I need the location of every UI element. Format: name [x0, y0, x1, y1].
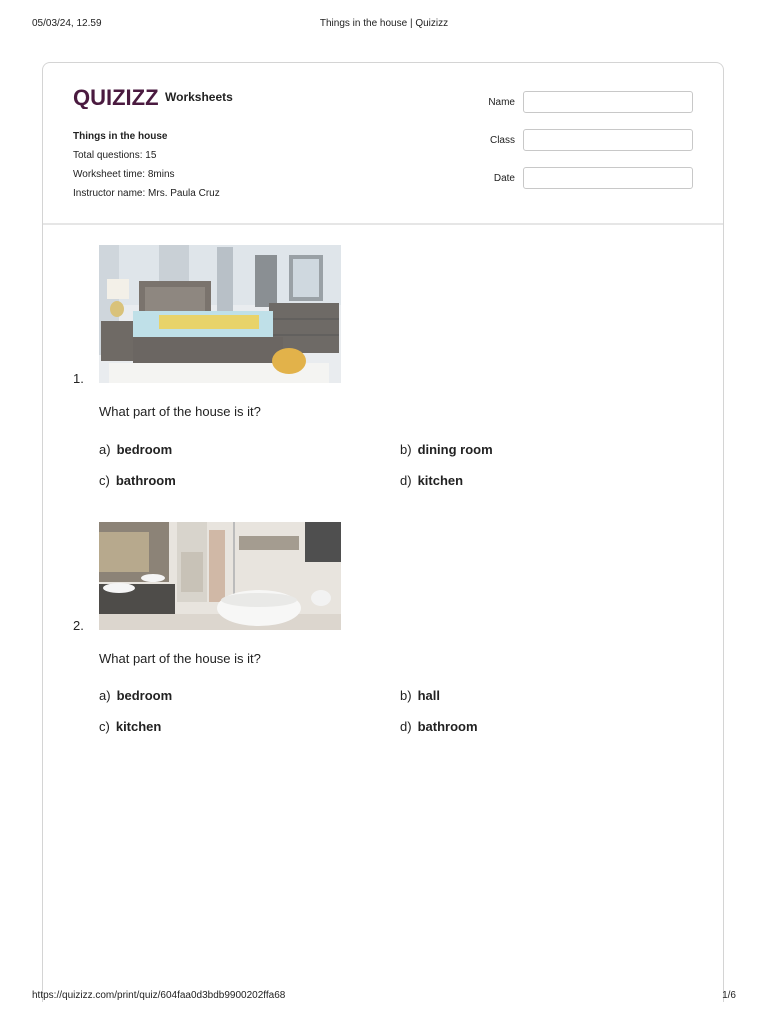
- option-letter: a): [99, 442, 111, 457]
- option-letter: d): [400, 473, 412, 488]
- option-letter: d): [400, 719, 412, 734]
- question-text: What part of the house is it?: [99, 651, 261, 666]
- option-c: [99, 473, 176, 488]
- option-label: bedroom: [116, 442, 173, 457]
- page-number: 1/6: [722, 990, 736, 1001]
- question-number: 2.: [73, 618, 84, 633]
- option-b: [400, 442, 493, 457]
- print-title: Things in the house | Quizizz: [319, 18, 449, 29]
- option-label: kitchen: [417, 473, 464, 488]
- date-label: Date: [493, 172, 515, 184]
- date-field-row: [455, 167, 693, 189]
- option-label: dining room: [417, 442, 493, 457]
- student-fields: [455, 91, 693, 205]
- worksheet-sheet: [42, 62, 724, 1002]
- option-a: [99, 688, 172, 703]
- question-text: What part of the house is it?: [99, 404, 261, 419]
- option-letter: a): [99, 688, 111, 703]
- date-input[interactable]: [523, 167, 693, 189]
- print-url: https://quizizz.com/print/quiz/604faa0d3bdb9900202ffa68: [32, 990, 286, 1001]
- option-letter: c): [99, 719, 110, 734]
- option-letter: c): [99, 473, 110, 488]
- option-letter: b): [400, 688, 412, 703]
- class-input[interactable]: [523, 129, 693, 151]
- option-a: [99, 442, 172, 457]
- name-field-row: [455, 91, 693, 113]
- option-label: kitchen: [115, 719, 162, 734]
- question-number: 1.: [73, 371, 84, 386]
- worksheet-info: [73, 127, 220, 203]
- option-letter: b): [400, 442, 412, 457]
- print-date: 05/03/24, 12.59: [32, 18, 102, 29]
- option-label: bathroom: [417, 719, 478, 734]
- total-questions: Total questions: 15: [73, 150, 157, 161]
- class-field-row: [455, 129, 693, 151]
- worksheet-header: [43, 63, 723, 225]
- bedroom-image: [99, 245, 341, 383]
- name-input[interactable]: [523, 91, 693, 113]
- print-header: [32, 18, 736, 32]
- option-d: [400, 719, 478, 734]
- svg-text:QUIZIZZ: QUIZIZZ: [73, 85, 159, 109]
- worksheet-title: Things in the house: [73, 131, 168, 142]
- option-label: bedroom: [116, 688, 173, 703]
- print-footer: [32, 990, 736, 1004]
- option-label: hall: [417, 688, 440, 703]
- worksheet-time: Worksheet time: 8mins: [73, 169, 175, 180]
- option-b: [400, 688, 440, 703]
- option-c: [99, 719, 161, 734]
- brand-subtitle: Worksheets: [165, 90, 233, 104]
- brand: [73, 85, 233, 109]
- class-label: Class: [489, 134, 515, 146]
- option-d: [400, 473, 463, 488]
- name-label: Name: [488, 96, 515, 108]
- bathroom-image: [99, 522, 341, 630]
- quizizz-logo-icon: [73, 85, 159, 109]
- option-label: bathroom: [115, 473, 176, 488]
- instructor-name: Instructor name: Mrs. Paula Cruz: [73, 188, 220, 199]
